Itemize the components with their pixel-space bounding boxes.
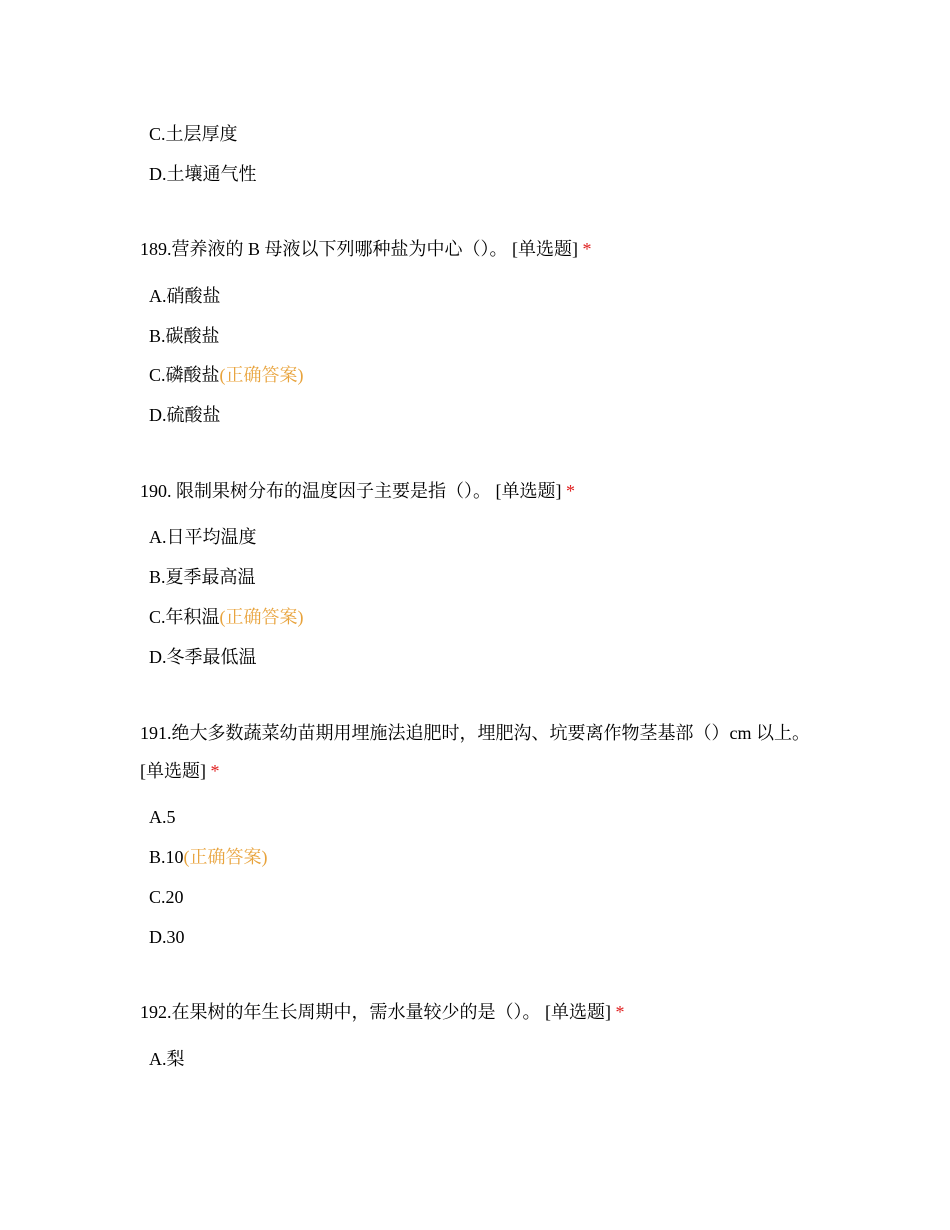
question-type-tag: [单选题]	[512, 239, 579, 259]
option-text: B.夏季最高温	[149, 567, 256, 587]
option-d	[149, 926, 185, 948]
option-b	[149, 566, 256, 588]
question-189-title	[140, 230, 810, 268]
option-b	[149, 325, 220, 347]
option-text: A.日平均温度	[149, 527, 257, 547]
question-text: 191.绝大多数蔬菜幼苗期用埋施法追肥时，埋肥沟、坑要离作物茎基部（）cm 以上。	[140, 723, 810, 743]
question-type-tag: [单选题]	[545, 1002, 611, 1022]
option-c	[149, 123, 238, 145]
option-text: B.碳酸盐	[149, 326, 220, 346]
required-mark: *	[582, 239, 592, 259]
option-d	[149, 404, 221, 426]
option-text: D.冬季最低温	[149, 647, 257, 667]
option-a	[149, 806, 176, 828]
required-mark: *	[615, 1002, 625, 1022]
option-a	[149, 526, 257, 548]
question-text: 192.在果树的年生长周期中，需水量较少的是（）。	[140, 1002, 541, 1022]
option-text: C.20	[149, 887, 184, 907]
option-text: A.梨	[149, 1049, 185, 1069]
option-text: C.年积温	[149, 607, 220, 627]
option-c	[149, 364, 304, 386]
question-190-title	[140, 472, 810, 510]
option-text: B.10	[149, 847, 184, 867]
correct-answer-marker: (正确答案)	[219, 365, 304, 385]
correct-answer-marker: (正确答案)	[183, 847, 268, 867]
option-c	[149, 886, 184, 908]
option-text: A.5	[149, 807, 176, 827]
option-a	[149, 285, 221, 307]
question-type-tag: [单选题]	[495, 481, 562, 501]
option-text: D.土壤通气性	[149, 164, 257, 184]
option-text: C.磷酸盐	[149, 365, 220, 385]
question-text: 189.营养液的 B 母液以下列哪种盐为中心（）。	[140, 239, 508, 259]
option-d	[149, 646, 257, 668]
option-b	[149, 846, 268, 868]
question-type-tag: [单选题]	[140, 761, 206, 781]
question-191-title	[140, 714, 810, 790]
option-text: D.30	[149, 927, 185, 947]
required-mark: *	[566, 481, 575, 501]
question-192-title	[140, 993, 810, 1031]
correct-answer-marker: (正确答案)	[219, 607, 304, 627]
option-a	[149, 1048, 185, 1070]
option-d	[149, 163, 257, 185]
option-text: A.硝酸盐	[149, 286, 221, 306]
option-c	[149, 606, 304, 628]
option-text: C.土层厚度	[149, 124, 238, 144]
question-text: 190. 限制果树分布的温度因子主要是指（）。	[140, 481, 491, 501]
required-mark: *	[210, 761, 220, 781]
option-text: D.硫酸盐	[149, 405, 221, 425]
